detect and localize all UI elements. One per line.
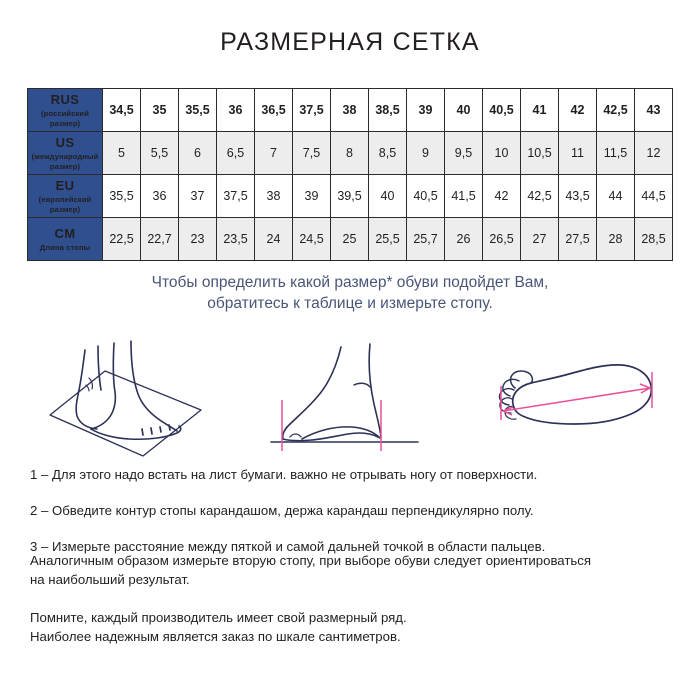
table-cell: 34,5 [103,89,141,132]
table-cell: 27,5 [559,218,597,261]
table-cell: 25,7 [407,218,445,261]
table-cell: 44 [597,175,635,218]
row-header-us [28,132,103,175]
list-item: 3 – Измерьте расстояние между пяткой и самой дальней точкой в области пальцев. [30,538,546,554]
table-row [28,175,673,218]
table-cell: 25,5 [369,218,407,261]
list-item: 1 – Для этого надо встать на лист бумаги. важно не отрывать ногу от поверхности. [30,467,538,482]
table-cell: 26 [445,218,483,261]
note-line: Помните, каждый производитель имеет свой размерный ряд. [30,610,407,626]
table-cell: 28 [597,218,635,261]
table-row [28,89,673,132]
row-header-eu [28,175,103,218]
illustration-row [25,338,675,460]
table-cell: 26,5 [483,218,521,261]
row-header-rus [28,89,103,132]
table-cell: 40 [445,89,483,132]
table-cell: 41,5 [445,175,483,218]
table-cell: 37 [179,175,217,218]
caption-line-1: Чтобы определить какой размер* обуви подойдет Вам, [151,274,549,291]
row-header-code: EU [55,177,75,193]
table-cell: 6,5 [217,132,255,175]
table-cell: 27 [521,218,559,261]
table-cell: 11 [559,132,597,175]
table-cell: 35,5 [103,175,141,218]
table-cell: 36 [217,89,255,132]
table-cell: 43 [635,89,673,132]
foot-side-view-icon [268,338,448,460]
table-cell: 35,5 [179,89,217,132]
row-header-sub: (российский размер) [41,109,89,128]
table-cell: 39 [407,89,445,132]
row-header-sub: (европейский размер) [38,195,92,214]
table-cell: 37,5 [217,175,255,218]
table-cell: 5 [103,132,141,175]
table-cell: 38 [255,175,293,218]
note-line: Аналогичным образом измерьте вторую стопу, при выборе обуви следует ориентироваться [30,553,591,568]
closing-notes [30,552,678,647]
note-line: Наиболее надежным является заказ по шкале сантиметров. [30,629,401,645]
feet-on-paper-icon [43,338,243,460]
table-cell: 28,5 [635,218,673,261]
table-cell: 25 [331,218,369,261]
size-chart-table-container [27,88,673,261]
table-cell: 42,5 [521,175,559,218]
table-cell: 42 [483,175,521,218]
table-cell: 38 [331,89,369,132]
table-cell: 40,5 [407,175,445,218]
table-cell: 22,5 [103,218,141,261]
row-header-code: RUS [50,91,80,107]
table-cell: 5,5 [141,132,179,175]
table-cell: 8,5 [369,132,407,175]
table-row [28,218,673,261]
table-cell: 36 [141,175,179,218]
note-line: на наибольший результат. [30,571,190,587]
table-cell: 9,5 [445,132,483,175]
row-header-code: CM [54,225,76,241]
table-cell: 24 [255,218,293,261]
table-cell: 24,5 [293,218,331,261]
list-item: 2 – Обведите контур стопы карандашом, держа карандаш перпендикулярно полу. [30,502,534,518]
row-header-sub: (международный размер) [31,152,99,171]
measure-instruction-caption [0,272,700,315]
page-title: РАЗМЕРНАЯ СЕТКА [220,28,480,56]
row-header-sub: Длина стопы [39,242,91,252]
table-cell: 23,5 [217,218,255,261]
table-cell: 36,5 [255,89,293,132]
table-cell: 8 [331,132,369,175]
table-cell: 11,5 [597,132,635,175]
table-cell: 42,5 [597,89,635,132]
table-cell: 23 [179,218,217,261]
table-cell: 39,5 [331,175,369,218]
table-cell: 9 [407,132,445,175]
table-row [28,132,673,175]
table-cell: 40,5 [483,89,521,132]
table-cell: 22,7 [141,218,179,261]
table-cell: 38,5 [369,89,407,132]
table-cell: 37,5 [293,89,331,132]
row-header-code: US [55,134,75,150]
table-cell: 7,5 [293,132,331,175]
table-cell: 10 [483,132,521,175]
table-cell: 12 [635,132,673,175]
size-chart-table [27,88,673,261]
foot-sole-measure-icon [485,338,665,460]
table-cell: 7 [255,132,293,175]
table-cell: 44,5 [635,175,673,218]
table-cell: 10,5 [521,132,559,175]
table-cell: 6 [179,132,217,175]
table-cell: 43,5 [559,175,597,218]
table-cell: 41 [521,89,559,132]
table-cell: 42 [559,89,597,132]
row-header-cm [28,218,103,261]
table-cell: 39 [293,175,331,218]
table-cell: 40 [369,175,407,218]
table-cell: 35 [141,89,179,132]
caption-line-2: обратитесь к таблице и измерьте стопу. [207,295,493,313]
